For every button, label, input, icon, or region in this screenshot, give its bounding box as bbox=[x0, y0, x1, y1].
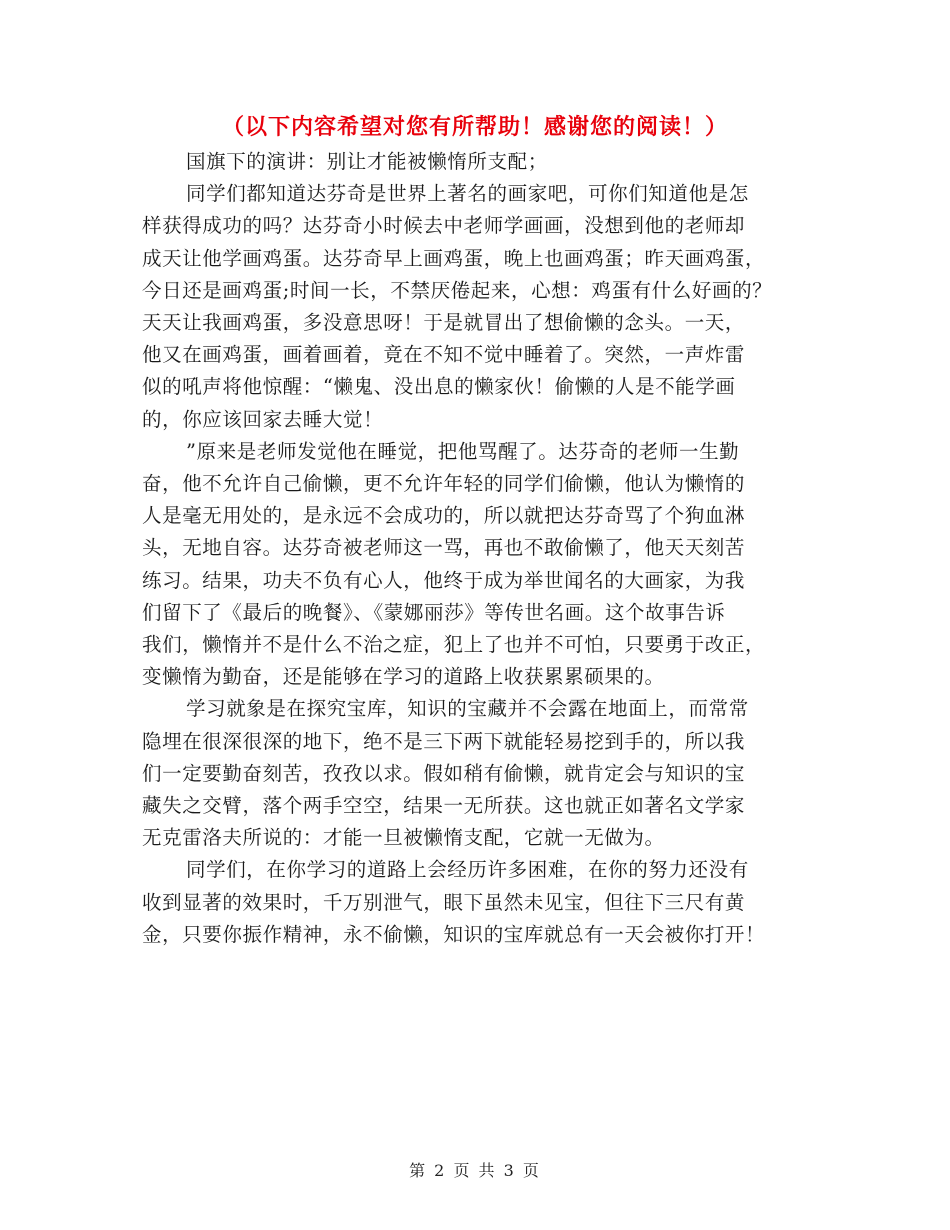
text-line: 似的吼声将他惊醒：“懒鬼、没出息的懒家伙！偷懒的人是不能学画 bbox=[142, 375, 736, 399]
text-line: 今日还是画鸡蛋;时间一长，不禁厌倦起来，心想：鸡蛋有什么好画的？ bbox=[142, 278, 773, 302]
text-line: 练习。结果，功夫不负有心人，他终于成为举世闻名的大画家，为我 bbox=[142, 568, 746, 592]
text-line: 他又在画鸡蛋，画着画着，竟在不知不觉中睡着了。突然，一声炸雷 bbox=[142, 343, 746, 367]
text-line: 同学们，在你学习的道路上会经历许多困难，在你的努力还没有 bbox=[186, 858, 749, 882]
text-line: 我们，懒惰并不是什么不治之症，犯上了也并不可怕，只要勇于改正， bbox=[142, 633, 766, 657]
header-note: （以下内容希望对您有所帮助！感谢您的阅读！） bbox=[221, 115, 728, 140]
text-line: 国旗下的演讲：别让才能被懒惰所支配； bbox=[186, 150, 548, 173]
document-body bbox=[142, 146, 808, 951]
text-line: ”原来是老师发觉他在睡觉，把他骂醒了。达芬奇的老师一生勤 bbox=[186, 439, 740, 463]
text-line: 金，只要你振作精神，永不偷懒，知识的宝库就总有一天会被你打开！ bbox=[142, 922, 766, 946]
text-line: 样获得成功的吗？达芬奇小时候去中老师学画画，没想到他的老师却 bbox=[142, 214, 746, 238]
text-line: 同学们都知道达芬奇是世界上著名的画家吧，可你们知道他是怎 bbox=[186, 182, 749, 206]
text-line: 成天让他学画鸡蛋。达芬奇早上画鸡蛋，晚上也画鸡蛋；昨天画鸡蛋， bbox=[142, 246, 766, 270]
text-line: 藏失之交臂，落个两手空空，结果一无所获。这也就正如著名文学家 bbox=[142, 794, 746, 818]
text-line: 们一定要勤奋刻苦，孜孜以求。假如稍有偷懒，就肯定会与知识的宝 bbox=[142, 761, 746, 785]
text-line: 人是毫无用处的，是永远不会成功的，所以就把达芬奇骂了个狗血淋 bbox=[142, 504, 746, 528]
text-line: 奋，他不允许自己偷懒，更不允许年轻的同学们偷懒，他认为懒惰的 bbox=[142, 472, 746, 496]
text-line: 无克雷洛夫所说的：才能一旦被懒惰支配，它就一无做为。 bbox=[142, 826, 665, 850]
text-line: 收到显著的效果时，千万别泄气，眼下虽然未见宝，但往下三尺有黄 bbox=[142, 890, 746, 914]
text-line: 的，你应该回家去睡大觉！ bbox=[142, 407, 384, 431]
text-line: 学习就象是在探究宝库，知识的宝藏并不会露在地面上，而常常 bbox=[186, 697, 749, 721]
text-line: 头，无地自容。达芬奇被老师这一骂，再也不敢偷懒了，他天天刻苦 bbox=[142, 536, 746, 560]
page-footer: 第 2 页 共 3 页 bbox=[409, 1161, 541, 1180]
text-line: 们留下了《最后的晚餐》、《蒙娜丽莎》等传世名画。这个故事告诉 bbox=[142, 600, 726, 624]
text-line: 天天让我画鸡蛋，多没意思呀！于是就冒出了想偷懒的念头。一天， bbox=[142, 311, 746, 335]
text-line: 变懒惰为勤奋，还是能够在学习的道路上收获累累硕果的。 bbox=[142, 665, 665, 689]
text-line: 隐埋在很深很深的地下，绝不是三下两下就能轻易挖到手的，所以我 bbox=[142, 729, 746, 753]
